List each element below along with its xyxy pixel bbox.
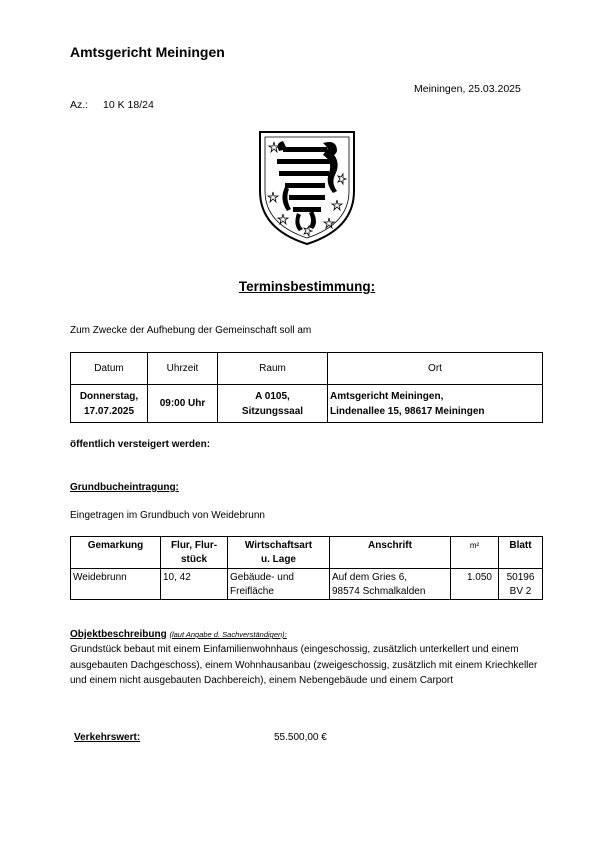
cell-line: 98574 Schmalkalden bbox=[332, 586, 426, 597]
column-header: m² bbox=[451, 537, 499, 569]
header-line: stück bbox=[180, 554, 208, 565]
intro-text: Zum Zwecke der Aufhebung der Gemeinschaft soll am bbox=[70, 325, 312, 336]
file-number-label: Az.: bbox=[70, 99, 89, 111]
table-row bbox=[71, 569, 543, 600]
room-name: Sitzungssaal bbox=[241, 405, 304, 417]
date-value: 17.07.2025 bbox=[83, 405, 135, 417]
land-register-table bbox=[70, 536, 543, 600]
date-weekday: Donnerstag, bbox=[79, 390, 139, 402]
cell-time: 09:00 Uhr bbox=[148, 385, 218, 423]
room-number: A 0105, bbox=[255, 390, 290, 402]
market-value-label: Verkehrswert: bbox=[74, 732, 141, 743]
page-title: Terminsbestimmung: bbox=[238, 279, 376, 294]
grundbuch-intro: Eingetragen im Grundbuch von Weidebrunn bbox=[70, 510, 265, 521]
object-description: Grundstück bebaut mit einem Einfamilienwohnhaus (eingeschossig, zusätzlich unterkellert und einem ausgebauten Dachgeschoss), einem Wohnhausanbau (zweigeschossig, zusätzlich mit einem Kriechkeller und einem nicht ausgebauten Dachbereich), einem Nebengebäude und einem Carport bbox=[70, 644, 538, 686]
cell-line: 50196 bbox=[506, 572, 535, 583]
file-number: 10 K 18/24 bbox=[103, 99, 154, 111]
auction-statement: öffentlich versteigert werden: bbox=[70, 439, 211, 450]
cell-room bbox=[218, 385, 328, 423]
section-title-objekt: Objektbeschreibung bbox=[70, 629, 167, 640]
section-title-grundbuch: Grundbucheintragung: bbox=[70, 482, 179, 493]
column-header bbox=[161, 537, 228, 569]
column-header: Uhrzeit bbox=[148, 353, 218, 385]
header-line: u. Lage bbox=[260, 554, 296, 565]
cell-flur: 10, 42 bbox=[161, 569, 228, 600]
cell-wirtschaftsart bbox=[228, 569, 330, 600]
cell-location bbox=[328, 385, 543, 423]
cell-line: Freifläche bbox=[230, 586, 274, 597]
cell-date bbox=[71, 385, 148, 423]
object-description-heading bbox=[70, 629, 287, 640]
expert-note: (laut Angabe d. Sachverständigen): bbox=[169, 630, 287, 639]
cell-blatt bbox=[499, 569, 543, 600]
coat-of-arms-icon bbox=[257, 129, 357, 247]
location-address: Lindenallee 15, 98617 Meiningen bbox=[330, 405, 485, 417]
column-header: Anschrift bbox=[330, 537, 451, 569]
court-name: Amtsgericht Meiningen bbox=[70, 44, 225, 60]
table-header-row bbox=[71, 537, 543, 569]
market-value: 55.500,00 € bbox=[274, 732, 327, 743]
appointment-table bbox=[70, 352, 543, 423]
cell-line: Gebäude- und bbox=[230, 572, 294, 583]
header-line: Wirtschaftsart bbox=[244, 540, 313, 551]
cell-line: BV 2 bbox=[509, 586, 532, 597]
place-date: Meiningen, 25.03.2025 bbox=[414, 83, 521, 95]
location-name: Amtsgericht Meiningen, bbox=[330, 390, 444, 402]
table-header-row bbox=[71, 353, 543, 385]
cell-anschrift bbox=[330, 569, 451, 600]
column-header: Blatt bbox=[499, 537, 543, 569]
column-header: Ort bbox=[328, 353, 543, 385]
column-header bbox=[228, 537, 330, 569]
column-header: Raum bbox=[218, 353, 328, 385]
cell-line: Auf dem Gries 6, bbox=[332, 572, 408, 583]
cell-gemarkung: Weidebrunn bbox=[71, 569, 161, 600]
column-header: Datum bbox=[71, 353, 148, 385]
table-row bbox=[71, 385, 543, 423]
column-header: Gemarkung bbox=[71, 537, 161, 569]
header-line: Flur, Flur- bbox=[170, 540, 218, 551]
cell-area: 1.050 bbox=[451, 569, 499, 600]
